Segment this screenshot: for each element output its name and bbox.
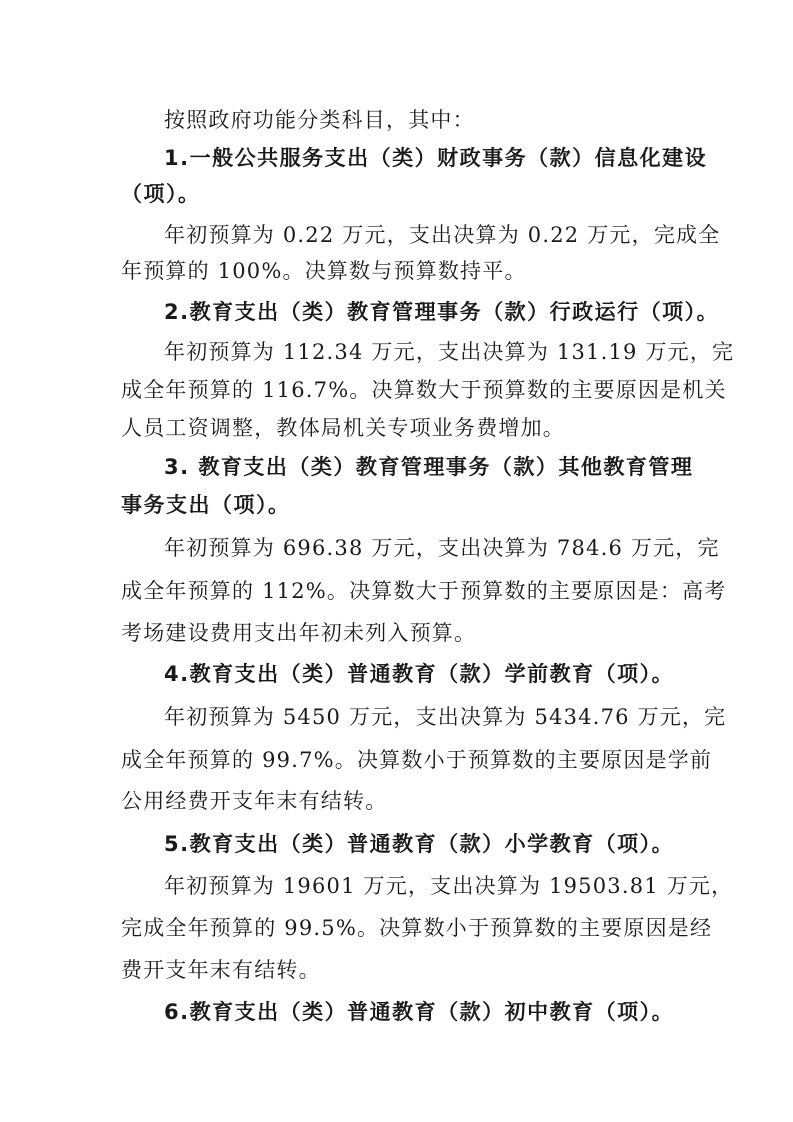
section-3-body-line-1: 年初预算为 696.38 万元，支出决算为 784.6 万元，完 xyxy=(164,536,720,560)
section-4-body-line-3: 公用经费开支年末有结转。 xyxy=(121,789,388,813)
section-2-body-line-2: 成全年预算的 116.7%。决算数大于预算数的主要原因是机关 xyxy=(121,378,727,402)
section-3-body-line-3: 考场建设费用支出年初未列入预算。 xyxy=(121,621,477,645)
section-3-heading-line-1: 3. 教育支出（类）教育管理事务（款）其他教育管理 xyxy=(164,455,694,479)
section-5-body-line-3: 费开支年末有结转。 xyxy=(121,958,321,982)
section-2-body-line-1: 年初预算为 112.34 万元，支出决算为 131.19 万元，完 xyxy=(164,340,735,364)
section-1-body-line-1: 年初预算为 0.22 万元，支出决算为 0.22 万元，完成全 xyxy=(164,223,721,247)
section-2-body-line-3: 人员工资调整，教体局机关专项业务费增加。 xyxy=(121,416,565,440)
section-6-heading: 6.教育支出（类）普通教育（款）初中教育（项）。 xyxy=(164,1000,675,1024)
section-5-body-line-2: 完成全年预算的 99.5%。决算数小于预算数的主要原因是经 xyxy=(121,916,713,940)
section-4-body-line-2: 成全年预算的 99.7%。决算数小于预算数的主要原因是学前 xyxy=(121,748,713,772)
section-4-body-line-1: 年初预算为 5450 万元，支出决算为 5434.76 万元，完 xyxy=(164,705,727,729)
section-3-body-line-2: 成全年预算的 112%。决算数大于预算数的主要原因是：高考 xyxy=(121,579,727,603)
section-5-heading: 5.教育支出（类）普通教育（款）小学教育（项）。 xyxy=(164,832,675,856)
section-1-body-line-2: 年预算的 100%。决算数与预算数持平。 xyxy=(121,259,527,283)
section-2-heading: 2.教育支出（类）教育管理事务（款）行政运行（项）。 xyxy=(164,300,720,324)
section-4-heading: 4.教育支出（类）普通教育（款）学前教育（项）。 xyxy=(164,662,675,686)
section-1-heading-line-1: 1.一般公共服务支出（类）财政事务（款）信息化建设 xyxy=(164,146,708,170)
intro-text: 按照政府功能分类科目，其中： xyxy=(164,108,475,132)
section-3-heading-line-2: 事务支出（项）。 xyxy=(121,493,291,517)
section-5-body-line-1: 年初预算为 19601 万元，支出决算为 19503.81 万元， xyxy=(164,874,734,898)
section-1-heading-line-2: （项）。 xyxy=(121,182,201,206)
